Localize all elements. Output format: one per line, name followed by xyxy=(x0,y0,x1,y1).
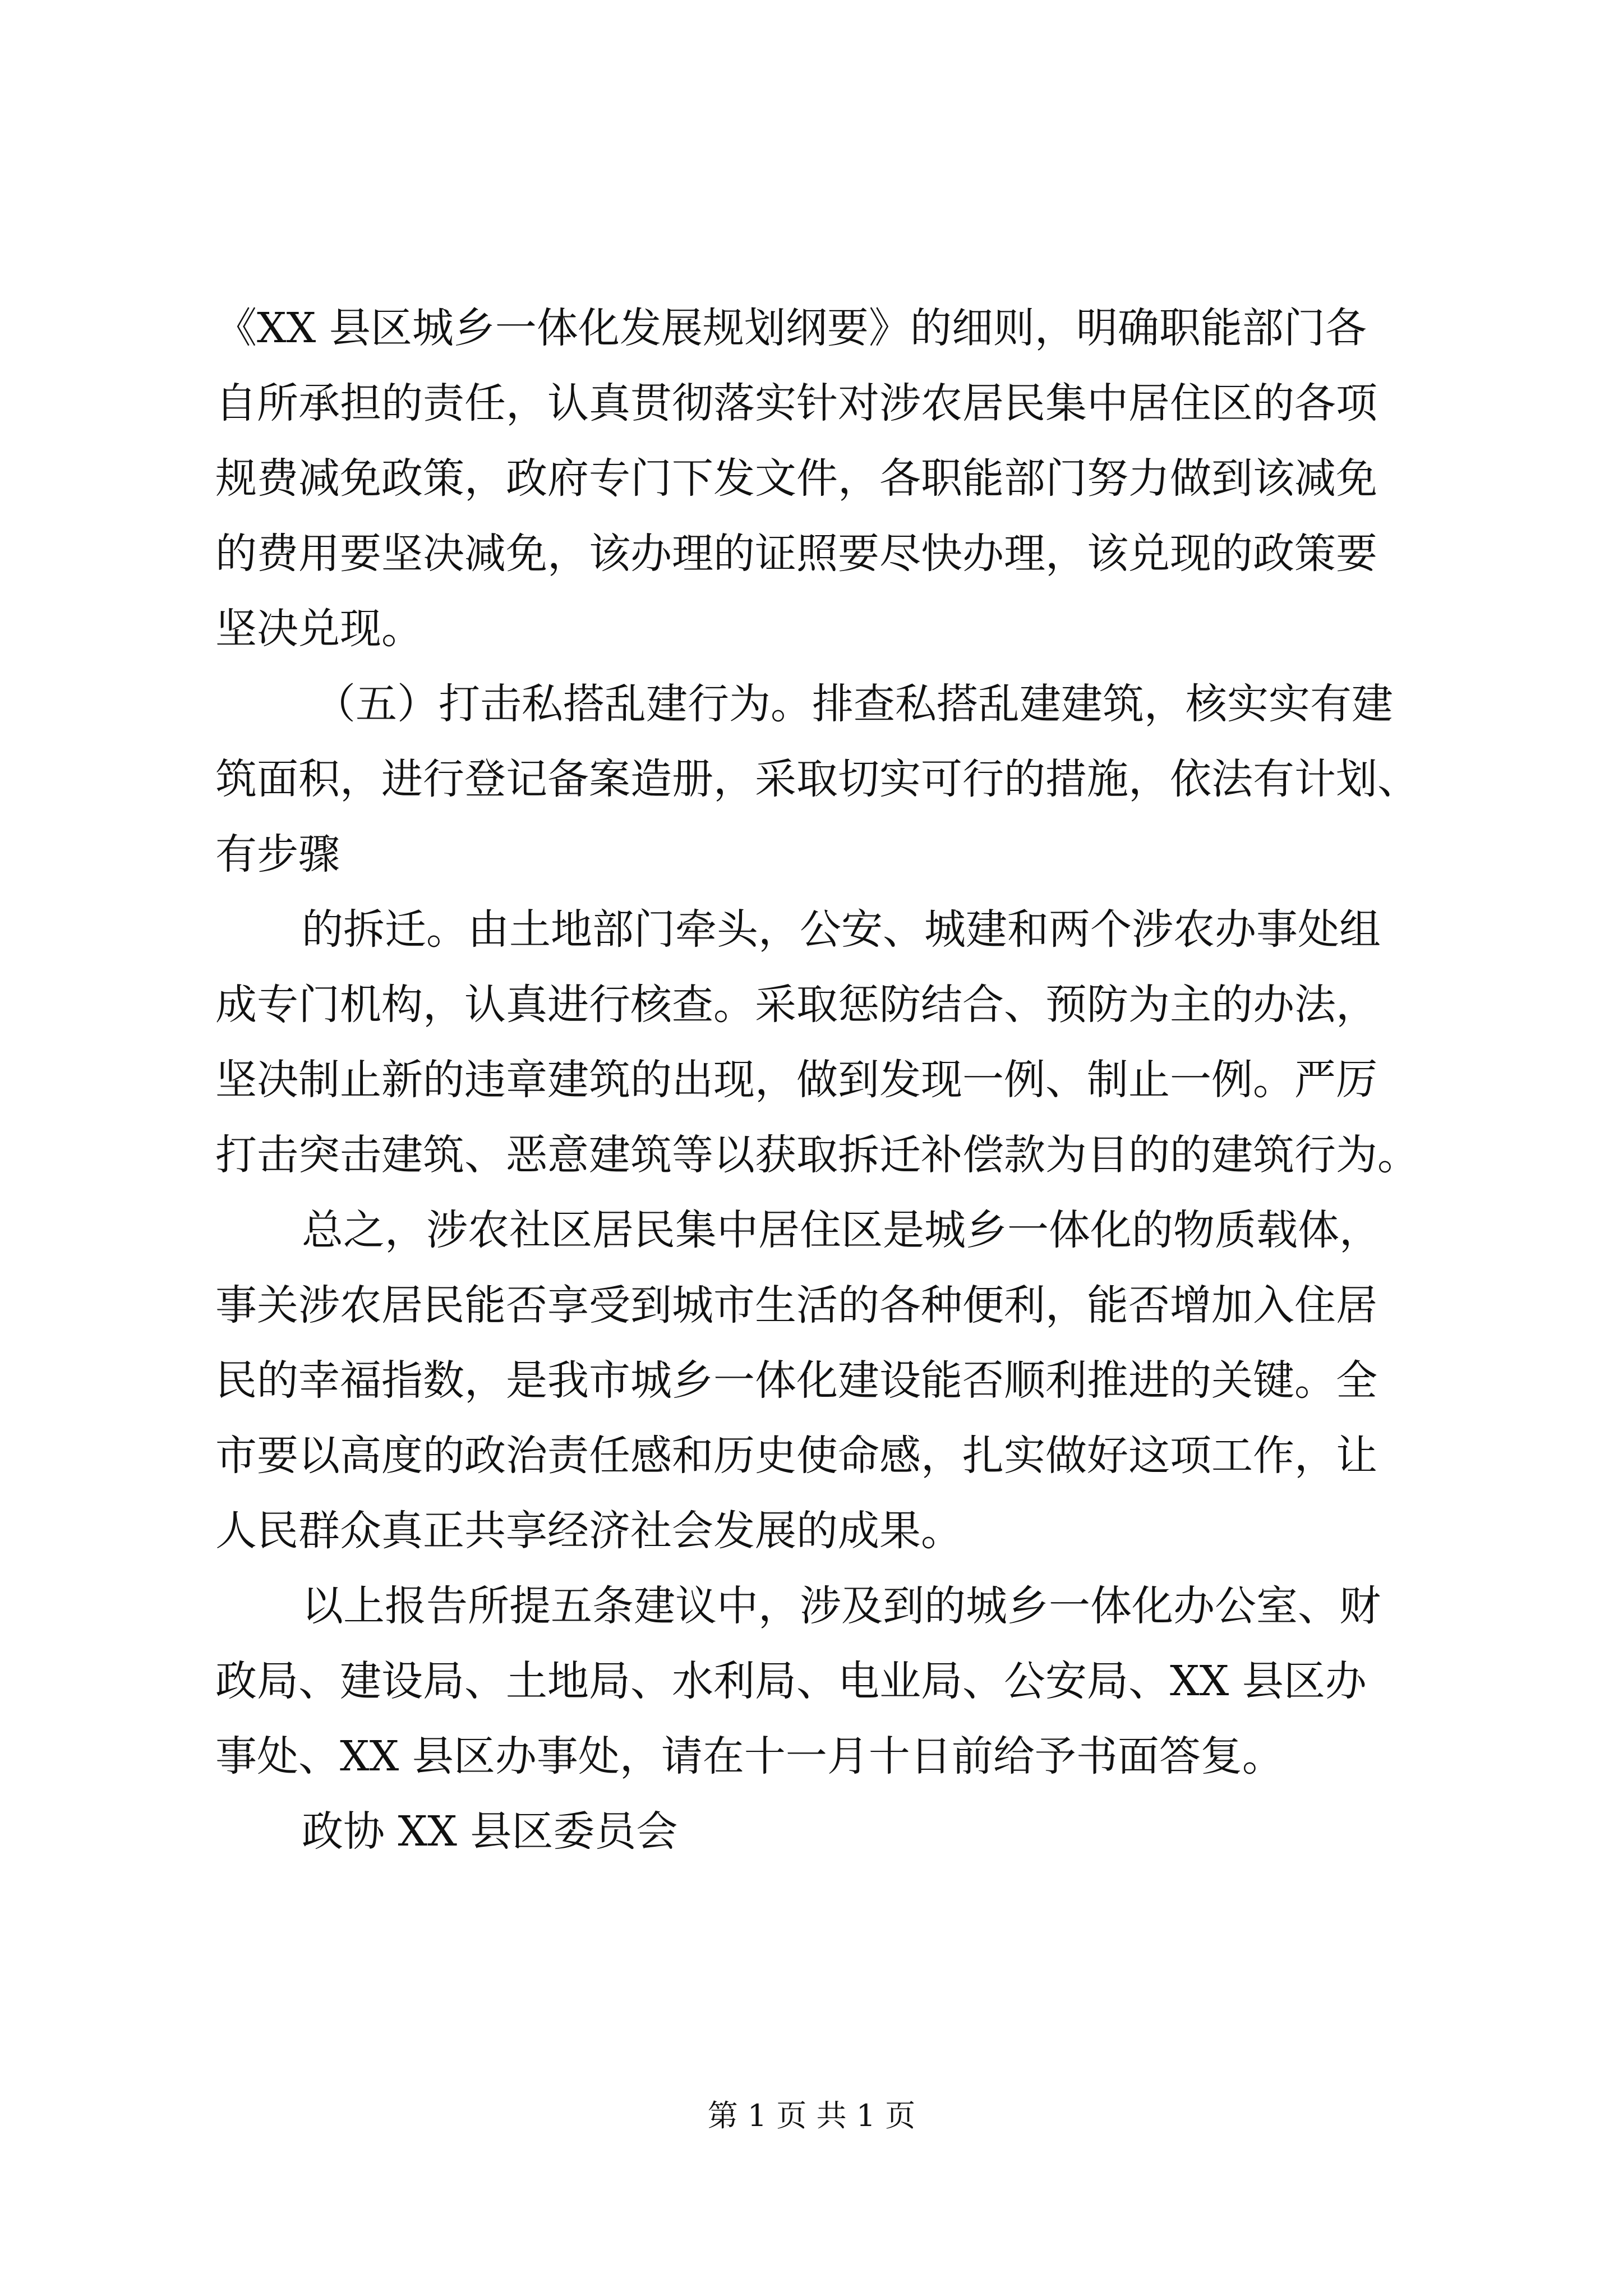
paragraph-line: 的拆迁。由土地部门牵头，公安、城建和两个涉农办事处组 xyxy=(302,905,1381,954)
paragraph-line: 筑面积，进行登记备案造册，采取切实可行的措施，依法有计划、 xyxy=(215,755,1419,803)
paragraph-line: 总之，涉农社区居民集中居住区是城乡一体化的物质载体， xyxy=(302,1206,1381,1254)
paragraph-line: 市要以高度的政治责任感和历史使命感，扎实做好这项工作，让 xyxy=(215,1432,1377,1480)
page-footer: 第 1 页 共 1 页 xyxy=(707,2098,916,2133)
paragraph-line: 有步骤 xyxy=(215,830,340,878)
signature-line: 政协 XX 县区委员会 xyxy=(302,1807,678,1856)
paragraph-line: 规费减免政策，政府专门下发文件，各职能部门努力做到该减免 xyxy=(215,454,1377,503)
section-heading-line: （五）打击私搭乱建行为。排查私搭乱建建筑，核实实有建 xyxy=(314,680,1393,728)
paragraph-line: 民的幸福指数，是我市城乡一体化建设能否顺利推进的关键。全 xyxy=(215,1356,1377,1405)
paragraph-line: 政局、建设局、土地局、水利局、电业局、公安局、XX 县区办 xyxy=(215,1657,1367,1705)
paragraph-line: 以上报告所提五条建议中，涉及到的城乡一体化办公室、财 xyxy=(302,1582,1381,1630)
paragraph-line: 打击突击建筑、恶意建筑等以获取拆迁补偿款为目的的建筑行为。 xyxy=(215,1131,1419,1179)
paragraph-line: 坚决制止新的违章建筑的出现，做到发现一例、制止一例。严厉 xyxy=(215,1056,1377,1104)
paragraph-line: 坚决兑现。 xyxy=(215,605,423,653)
paragraph-line: 事处、XX 县区办事处，请在十一月十日前给予书面答复。 xyxy=(215,1732,1284,1780)
paragraph-line: 《XX 县区城乡一体化发展规划纲要》的细则，明确职能部门各 xyxy=(215,304,1367,352)
paragraph-line: 人民群众真正共享经济社会发展的成果。 xyxy=(215,1507,962,1555)
paragraph-line: 事关涉农居民能否享受到城市生活的各种便利，能否增加入住居 xyxy=(215,1281,1377,1329)
paragraph-line: 自所承担的责任，认真贯彻落实针对涉农居民集中居住区的各项 xyxy=(215,379,1377,427)
paragraph-line: 成专门机构，认真进行核查。采取惩防结合、预防为主的办法， xyxy=(215,981,1377,1029)
paragraph-line: 的费用要坚决减免，该办理的证照要尽快办理，该兑现的政策要 xyxy=(215,530,1377,578)
